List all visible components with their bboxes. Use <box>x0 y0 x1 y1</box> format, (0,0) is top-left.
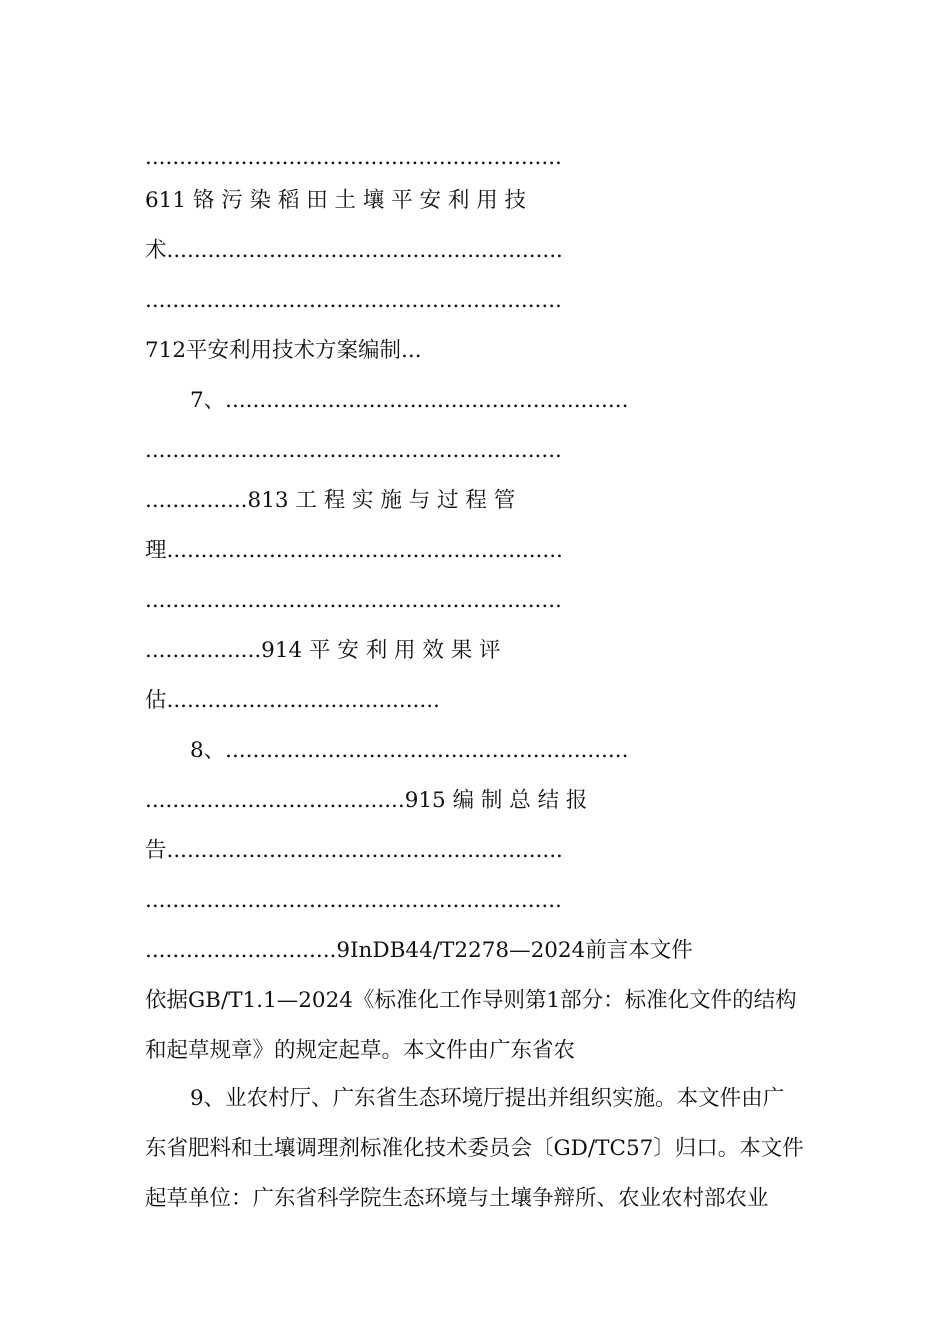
paragraph-text: 起草单位：广东省科学院生态环境与土壤争辩所、农业农村部农业 <box>145 1186 769 1211</box>
toc-dot-leader: ............................................................. <box>145 888 562 913</box>
toc-entry-engineering: ...............813 工 程 实 施 与 过 程 管 <box>145 488 516 513</box>
list-item-7: 7、........................................................... <box>190 388 629 413</box>
foreword-text: 依据GB/T1.1—2024《标准化工作导则第1部分：标准化文件的结构 <box>145 988 797 1013</box>
toc-dot-leader: ............................................................. <box>145 288 562 313</box>
toc-dot-leader: ............................................................. <box>145 588 562 613</box>
toc-entry-continuation: 理.......................................................... <box>145 538 563 563</box>
list-item-8: 8、........................................................... <box>190 738 629 763</box>
foreword-start: ............................9InDB44/T2278—2024前言本文件 <box>145 938 693 963</box>
toc-entry-plan-compilation: 712平安利用技术方案编制... <box>145 338 422 363</box>
toc-entry-continuation: 告.......................................................... <box>145 838 563 863</box>
toc-dot-leader: ............................................................. <box>145 438 562 463</box>
paragraph-text: 东省肥料和土壤调理剂标准化技术委员会〔GD/TC57〕归口。本文件 <box>145 1136 804 1161</box>
toc-entry-effect-evaluation: .................914 平 安 利 用 效 果 评 <box>145 638 501 663</box>
toc-entry-summary-report: ......................................915 编 制 总 结 报 <box>145 788 588 813</box>
toc-dot-leader: ............................................................. <box>145 145 562 170</box>
foreword-text: 和起草规章》的规定起草。本文件由广东省农 <box>145 1038 576 1063</box>
toc-entry-text: 611 铬 污 染 稻 田 土 壤 平 安 利 用 技 <box>145 188 527 213</box>
list-item-9: 9、业农村厅、广东省生态环境厅提出并组织实施。本文件由广 <box>190 1086 785 1111</box>
toc-entry-continuation: 估........................................ <box>145 688 440 713</box>
toc-entry-chromium-paddy-title <box>145 186 807 216</box>
toc-entry-continuation: 术.......................................................... <box>145 238 563 263</box>
